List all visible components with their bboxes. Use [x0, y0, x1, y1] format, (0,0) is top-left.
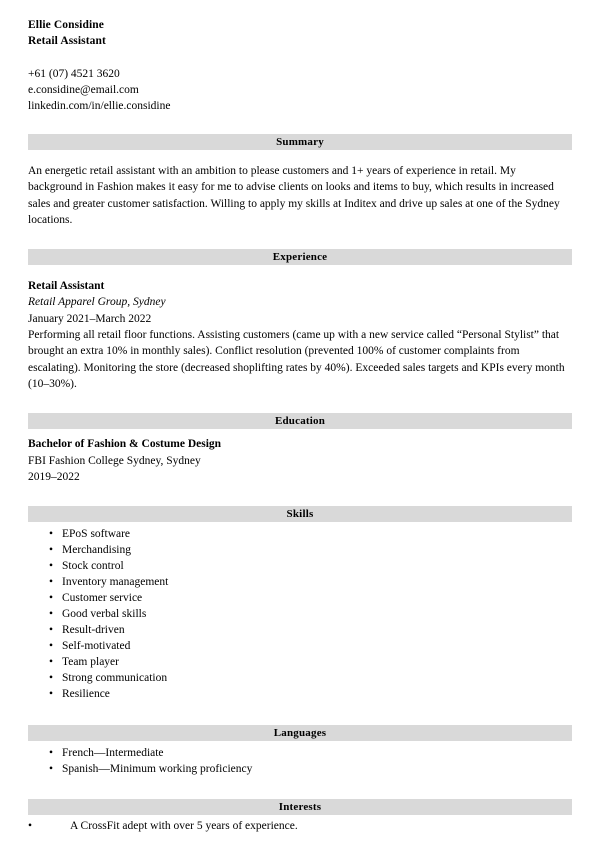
section-heading-interests: Interests	[28, 799, 572, 815]
bullet-icon: •	[49, 592, 54, 605]
skill-item	[28, 622, 572, 638]
section-heading-education: Education	[28, 413, 572, 429]
language-item-label: Spanish—Minimum working proficiency	[62, 763, 253, 776]
interest-item	[28, 818, 572, 834]
skill-item	[28, 542, 572, 558]
contact-email: e.considine@email.com	[28, 84, 139, 96]
interest-item-label: A CrossFit adept with over 5 years of experience.	[70, 820, 298, 833]
language-item	[28, 745, 572, 761]
experience-dates: January 2021–March 2022	[28, 312, 152, 325]
skill-item-label: Inventory management	[62, 576, 169, 589]
contact-linkedin: linkedin.com/in/ellie.considine	[28, 100, 171, 112]
skill-item-label: Customer service	[62, 592, 143, 605]
skill-item-label: Result-driven	[62, 624, 125, 637]
skill-item	[28, 526, 572, 542]
bullet-icon: •	[49, 576, 54, 589]
bullet-icon: •	[49, 560, 54, 573]
bullet-icon: •	[49, 688, 54, 701]
languages-list	[28, 745, 572, 777]
education-entry	[28, 436, 572, 485]
contact-block	[28, 66, 572, 114]
experience-company: Retail Apparel Group, Sydney	[28, 296, 166, 309]
interests-list	[28, 818, 572, 834]
skill-item	[28, 654, 572, 670]
skill-item-label: Merchandising	[62, 544, 131, 557]
skill-item-label: Self-motivated	[62, 640, 131, 653]
bullet-icon: •	[49, 640, 54, 653]
skills-list	[28, 526, 572, 702]
experience-job-title: Retail Assistant	[28, 280, 105, 293]
bullet-icon: •	[49, 672, 54, 685]
bullet-icon: •	[49, 747, 54, 760]
skill-item	[28, 574, 572, 590]
language-item-label: French—Intermediate	[62, 747, 164, 760]
skill-item	[28, 606, 572, 622]
skill-item	[28, 686, 572, 702]
skill-item-label: Strong communication	[62, 672, 168, 685]
skill-item-label: Stock control	[62, 560, 124, 573]
contact-phone: +61 (07) 4521 3620	[28, 68, 120, 80]
education-degree: Bachelor of Fashion & Costume Design	[28, 438, 222, 451]
summary-text: An energetic retail assistant with an ambition to please customers and 1+ years of experience in retail. My background in Fashion makes it easy for me to advise clients on looks and items to buy, which results in increased sales and greater customer satisfaction. Willing to apply my skills at Inditex and drive up sales at one of the Sydney locations.	[28, 165, 560, 226]
bullet-icon: •	[49, 624, 54, 637]
resume-header	[28, 18, 572, 114]
bullet-icon: •	[49, 544, 54, 557]
experience-description: Performing all retail floor functions. Assisting customers (came up with a new service called “Personal Stylist” that brought an extra 10% in monthly sales). Conflict resolution (prevented 100% of customer complaints from escalating). Monitoring the store (decreased shoplifting rates by 40%). Exceeded sales targets and KPIs every month (10–30%).	[28, 329, 565, 390]
section-heading-summary: Summary	[28, 134, 572, 150]
skill-item	[28, 590, 572, 606]
education-school: FBI Fashion College Sydney, Sydney	[28, 454, 201, 467]
skill-item-label: Resilience	[62, 688, 110, 701]
experience-entry	[28, 278, 572, 392]
skill-item-label: Good verbal skills	[62, 608, 147, 621]
section-heading-languages: Languages	[28, 725, 572, 741]
skill-item	[28, 670, 572, 686]
education-dates: 2019–2022	[28, 470, 80, 483]
skill-item-label: Team player	[62, 656, 119, 669]
bullet-icon: •	[49, 763, 54, 776]
skill-item	[28, 558, 572, 574]
bullet-icon: •	[49, 656, 54, 669]
candidate-job-title: Retail Assistant	[28, 34, 106, 47]
candidate-name: Ellie Considine	[28, 19, 104, 31]
bullet-icon: •	[49, 528, 54, 541]
section-heading-experience: Experience	[28, 249, 572, 265]
bullet-icon: •	[49, 608, 54, 621]
skill-item	[28, 638, 572, 654]
section-heading-skills: Skills	[28, 506, 572, 522]
language-item	[28, 761, 572, 777]
skill-item-label: EPoS software	[62, 528, 131, 541]
bullet-icon: •	[28, 820, 33, 833]
